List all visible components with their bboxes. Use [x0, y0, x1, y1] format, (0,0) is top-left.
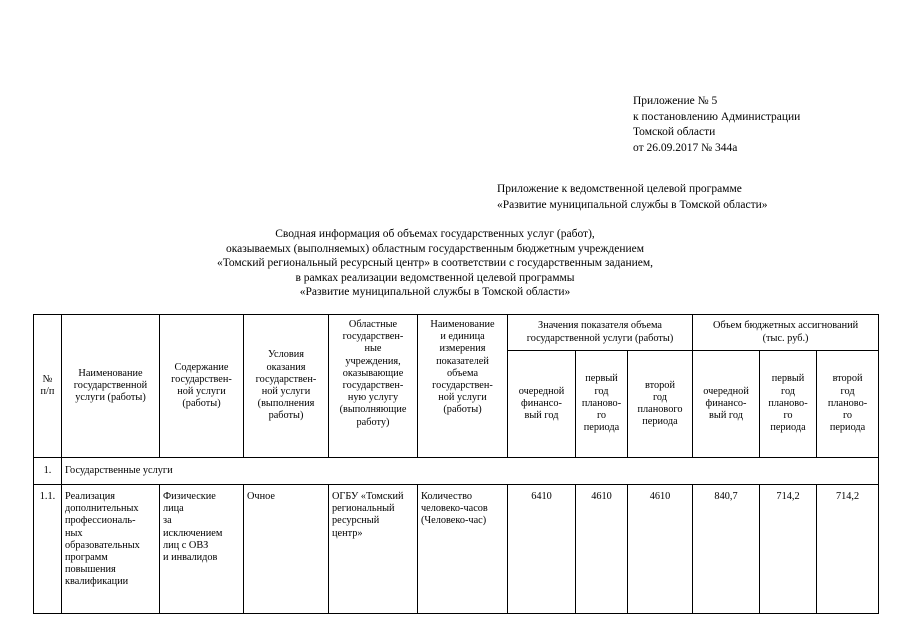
header-first-year: первый год планово- го периода	[576, 351, 628, 458]
row-budget-current: 840,7	[693, 485, 760, 614]
header-institutions: Областные государствен- ные учреждения, оказывающие государствен- ную услугу (выполняющие работу)	[329, 315, 418, 458]
appendix-line: от 26.09.2017 № 344а	[633, 141, 738, 154]
row-budget-first: 714,2	[760, 485, 817, 614]
summary-title-line: Сводная информация об объемах государственных услуг (работ),	[275, 228, 595, 240]
header-volume-group: Значения показателя объема государственной услуги (работы)	[508, 315, 693, 351]
header-budget-group: Объем бюджетных ассигнований (тыс. руб.)	[693, 315, 879, 351]
header-current-year: очередной финансо- вый год	[508, 351, 576, 458]
header-conditions: Условия оказания государствен- ной услуги (выполнения работы)	[244, 315, 329, 458]
header-budget-first-year: первый год планово- го периода	[760, 351, 817, 458]
header-budget-second-year: второй год планово- го периода	[817, 351, 879, 458]
header-indicator: Наименование и единица измерения показателей объема государствен- ной услуги (работы)	[418, 315, 508, 458]
table-row	[34, 485, 879, 614]
row-conditions: Очное	[244, 485, 329, 614]
row-num: 1.1.	[34, 485, 62, 614]
program-header-line: Приложение к ведомственной целевой программе	[497, 183, 742, 195]
row-vol-current: 6410	[508, 485, 576, 614]
header-budget-current-year: очередной финансо- вый год	[693, 351, 760, 458]
row-institution: ОГБУ «Томский региональный ресурсный центр»	[329, 485, 418, 614]
appendix-line: Томской области	[633, 126, 716, 138]
program-header	[497, 182, 768, 213]
row-indicator: Количество человеко-часов (Человеко-час)	[418, 485, 508, 614]
row-service-name: Реализация дополнительных профессиональ- ных образовательных программ повышения квалификации	[62, 485, 160, 614]
summary-title-line: «Развитие муниципальной службы в Томской области»	[299, 286, 571, 299]
services-table	[33, 314, 879, 614]
appendix-line: Приложение № 5	[633, 95, 718, 107]
summary-title-line: в рамках реализации ведомственной целевой программы	[295, 271, 575, 284]
row-content: Физические лица за исключением лиц с ОВЗ и инвалидов	[160, 485, 244, 614]
header-second-year: второй год планового периода	[628, 351, 693, 458]
table-header-row	[34, 315, 879, 351]
program-header-line: «Развитие муниципальной службы в Томской области»	[497, 198, 768, 211]
section-title: Государственные услуги	[62, 458, 879, 485]
row-budget-second: 714,2	[817, 485, 879, 614]
section-row	[34, 458, 879, 485]
appendix-block	[633, 94, 800, 156]
row-vol-first: 4610	[576, 485, 628, 614]
summary-title-line: «Томский региональный ресурсный центр» в соответствии с государственным заданием,	[216, 257, 654, 270]
row-vol-second: 4610	[628, 485, 693, 614]
header-content: Содержание государствен- ной услуги (работы)	[160, 315, 244, 458]
summary-title	[80, 227, 790, 300]
appendix-line: к постановлению Администрации	[633, 110, 801, 123]
section-num: 1.	[34, 458, 62, 485]
summary-title-line: оказываемых (выполняемых) областным государственным бюджетным учреждением	[225, 242, 645, 255]
header-service-name: Наименование государственной услуги (работы)	[62, 315, 160, 458]
header-num: № п/п	[34, 315, 62, 458]
